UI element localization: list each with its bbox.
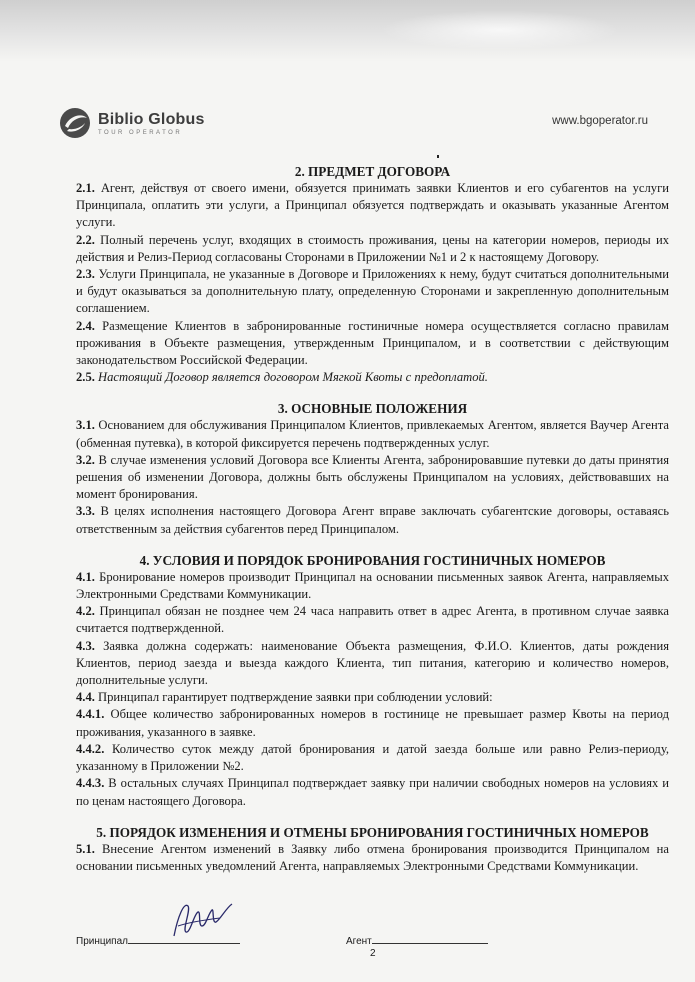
clause-text: Услуги Принципала, не указанные в Договоре и Приложениях к нему, будут считаться дополнительными и будут оказываться за дополнительную плату, определенную Сторонами и закрепленную дополнительным соглашением. — [76, 267, 669, 316]
clause-text: Принципал обязан не позднее чем 24 часа направить ответ в адрес Агента, в противном случае заявка считается подтвержденной. — [76, 604, 669, 636]
clause-text: Внесение Агентом изменений в Заявку либо отмена бронирования производится Принципалом на основании письменных уведомлений Агента, направляемых Электронными Средствами Коммуникации. — [76, 841, 669, 873]
clause — [76, 266, 669, 318]
clause-number: 3.3. — [76, 504, 95, 519]
clause-text: Заявка должна содержать: наименование Объекта размещения, Ф.И.О. Клиентов, даты рождения Клиентов, период заезда и выезда каждого Клиента, тип питания, категорию и количество номеров, дополнительные услуги. — [76, 638, 669, 688]
agent-signature-line — [346, 936, 488, 947]
clause-text: Настоящий Договор является договором Мягкой Квоты с предоплатой. — [94, 370, 488, 385]
clause — [76, 706, 669, 740]
clause-number: 4.2. — [76, 604, 95, 619]
clause-number: 4.4. — [76, 690, 95, 705]
clause — [76, 318, 669, 370]
clause — [76, 452, 669, 504]
clause-text: Основанием для обслуживания Принципалом Клиентов, привлекаемых Агентом, является Ваучер Агента (обменная путевка), в которой фиксируется перечень подтвержденных услуг. — [76, 418, 669, 450]
clause — [76, 638, 669, 690]
clause-text: Полный перечень услуг, входящих в стоимость проживания, цены на категории номеров, периоды их действия и Релиз-Период согласованы Сторонами в Приложении №1 и 2 к настоящему Договору. — [76, 232, 669, 264]
section-title: 3. ОСНОВНЫЕ ПОЛОЖЕНИЯ — [277, 401, 468, 417]
brand-subtitle: TOUR OPERATOR — [98, 129, 183, 136]
brand-logo — [58, 106, 205, 140]
clause-number: 2.4. — [76, 318, 95, 333]
page-number: 2 — [370, 948, 376, 959]
clause-number: 4.3. — [76, 638, 95, 653]
clause — [76, 689, 669, 706]
clause-text: Количество суток между датой бронирования и датой заезда больше или равно Релиз-периоду, указанному в Приложении №2. — [76, 741, 669, 774]
clause — [76, 775, 669, 809]
clause-number: 2.3. — [76, 267, 95, 282]
clause-number: 3.2. — [76, 452, 95, 467]
clause-number: 4.1. — [76, 569, 95, 584]
clause — [76, 180, 669, 232]
brand-title: Biblio Globus — [98, 110, 205, 128]
clause — [76, 503, 669, 537]
clause-number: 2.5. — [76, 370, 95, 385]
principal-signature-line — [76, 936, 240, 947]
clause-text: Агент, действуя от своего имени, обязуется принимать заявки Клиентов и его субагентов на услуги Принципала, оплатить эти услуги, а Принципал обязуется подтверждать и оказывать указанные Агентом услуги. — [76, 181, 669, 230]
principal-label: Принципал — [76, 936, 128, 947]
clause-text: Общее количество забронированных номеров в гостинице не превышает размер Квоты на период проживания, указанного в заявке. — [76, 707, 669, 739]
clause-number: 2.1. — [76, 181, 95, 195]
clause-text: В случае изменения условий Договора все Клиенты Агента, забронировавшие путевки до даты принятия решения об изменении Договора, должны быть обслужены Принципалом на условиях, действовавших на момент бронирования. — [76, 452, 669, 502]
clause-text: Размещение Клиентов в забронированные гостиничные номера осуществляется согласно правилам проживания в Объекте размещения, утвержденным Принципалом, и в соответствии с действующим законодательством Российской Федерации. — [76, 318, 669, 368]
clause-text: Принципал гарантирует подтверждение заявки при соблюдении условий: — [94, 690, 493, 705]
agent-label: Агент — [346, 936, 372, 947]
clause — [76, 417, 669, 451]
clause-number: 3.1. — [76, 418, 95, 433]
website-link[interactable]: www.bgoperator.ru — [552, 115, 648, 127]
clause-number: 4.4.2. — [76, 741, 105, 756]
clause-number: 2.2. — [76, 232, 95, 247]
scan-speck — [437, 155, 439, 158]
globe-logo-icon — [58, 106, 92, 140]
clause — [76, 603, 669, 637]
clause — [76, 741, 669, 775]
clause-text: В целях исполнения настоящего Договора Агент вправе заключать субагентские договоры, оставаясь ответственным за действия субагентов перед Принципалом. — [76, 504, 669, 536]
document-body — [76, 163, 669, 875]
section-title: 2. ПРЕДМЕТ ДОГОВОРА — [294, 164, 451, 179]
clause — [76, 369, 669, 386]
section-title: 5. ПОРЯДОК ИЗМЕНЕНИЯ И ОТМЕНЫ БРОНИРОВАНИЯ ГОСТИНИЧНЫХ НОМЕРОВ — [96, 824, 649, 840]
clause-number: 5.1. — [76, 841, 95, 856]
section-title: 4. УСЛОВИЯ И ПОРЯДОК БРОНИРОВАНИЯ ГОСТИНИЧНЫХ НОМЕРОВ — [139, 552, 606, 568]
clause — [76, 841, 669, 875]
clause — [76, 232, 669, 266]
clause — [76, 569, 669, 603]
clause-text: В остальных случаях Принципал подтверждает заявку при наличии свободных номеров на условиях и по ценам настоящего Договора. — [76, 776, 669, 808]
brand-text — [98, 111, 205, 136]
clause-text: Бронирование номеров производит Принципал на основании письменных заявок Агента, направляемых Электронными Средствами Коммуникации. — [76, 569, 669, 602]
scan-header-band — [0, 0, 695, 62]
clause-number: 4.4.3. — [76, 776, 105, 791]
clause-number: 4.4.1. — [76, 707, 105, 722]
